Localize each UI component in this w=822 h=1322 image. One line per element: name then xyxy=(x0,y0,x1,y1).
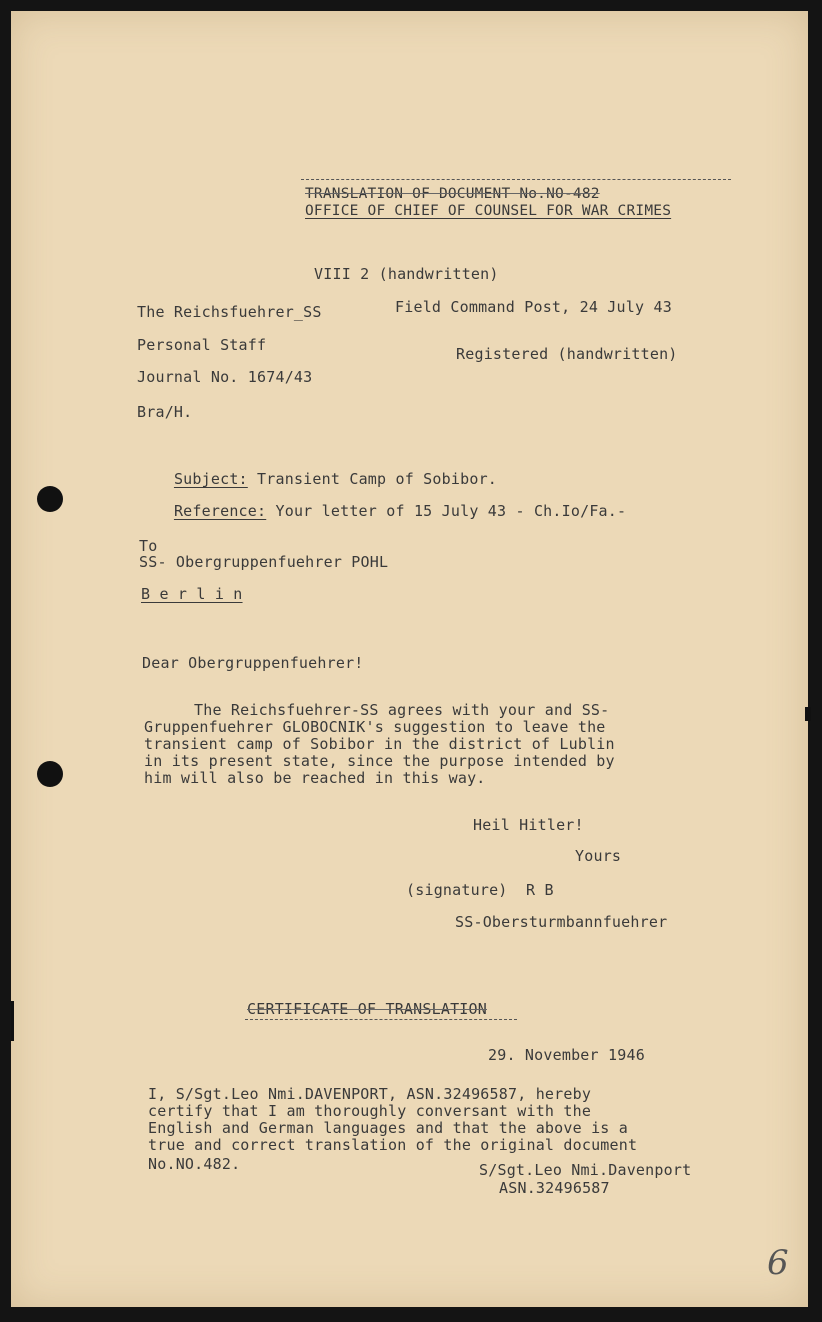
sender-line-1: The Reichsfuehrer_SS xyxy=(137,303,322,321)
recipient-name: SS- Obergruppenfuehrer POHL xyxy=(139,553,389,571)
header-dash-line xyxy=(301,179,731,180)
certificate-line-2: certify that I am thoroughly conversant with the xyxy=(148,1102,592,1120)
sender-line-4: Bra/H. xyxy=(137,403,193,421)
header-office: OFFICE OF CHIEF OF COUNSEL FOR WAR CRIMES xyxy=(305,203,672,219)
certificate-line-5: No.NO.482. xyxy=(148,1155,241,1173)
punch-hole-top xyxy=(37,486,63,512)
sender-line-3: Journal No. 1674/43 xyxy=(137,368,313,386)
signer-name: S/Sgt.Leo Nmi.Davenport xyxy=(479,1161,692,1179)
recipient-to: To xyxy=(139,537,158,555)
registered-note: Registered (handwritten) xyxy=(456,345,678,363)
recipient-city: B e r l i n xyxy=(141,585,243,603)
left-edge-mark xyxy=(11,1001,14,1041)
punch-hole-bottom xyxy=(37,761,63,787)
certificate-line-1: I, S/Sgt.Leo Nmi.DAVENPORT, ASN.32496587, hereby xyxy=(148,1085,592,1103)
certificate-line-4: true and correct translation of the original document xyxy=(148,1136,638,1154)
body-line-1: The Reichsfuehrer-SS agrees with your and SS- xyxy=(194,701,610,719)
body-line-2: Gruppenfuehrer GLOBOCNIK's suggestion to leave the xyxy=(144,718,606,736)
closing-yours: Yours xyxy=(575,847,622,865)
certificate-underline xyxy=(245,1019,517,1020)
signer-asn: ASN.32496587 xyxy=(499,1179,610,1197)
closing-rank: SS-Obersturmbannfuehrer xyxy=(455,913,668,931)
closing-signature: (signature) R B xyxy=(406,881,554,899)
sender-line-2: Personal Staff xyxy=(137,336,267,354)
body-line-3: transient camp of Sobibor in the district of Lublin xyxy=(144,735,615,753)
certificate-line-3: English and German languages and that the above is a xyxy=(148,1119,628,1137)
header-title: TRANSLATION OF DOCUMENT No.NO-482 xyxy=(305,186,600,202)
page-number: 6 xyxy=(767,1243,789,1283)
subject-label: Subject: xyxy=(173,470,248,488)
place-date: Field Command Post, 24 July 43 xyxy=(395,298,672,316)
salutation: Dear Obergruppenfuehrer! xyxy=(142,654,364,672)
certificate-title: CERTIFICATE OF TRANSLATION xyxy=(247,1000,487,1018)
body-line-4: in its present state, since the purpose intended by xyxy=(144,752,615,770)
reference-mark: VIII 2 (handwritten) xyxy=(314,265,499,283)
closing-greeting: Heil Hitler! xyxy=(473,816,584,834)
subject-text: Transient Camp of Sobibor. xyxy=(247,470,498,488)
reference-line xyxy=(137,484,626,538)
document-page xyxy=(11,11,808,1307)
certificate-date: 29. November 1946 xyxy=(488,1046,645,1064)
body-line-5: him will also be reached in this way. xyxy=(144,769,486,787)
reference-label: Reference: xyxy=(173,502,267,520)
right-edge-mark xyxy=(805,707,811,721)
reference-text: Your letter of 15 July 43 - Ch.Io/Fa.- xyxy=(266,502,627,520)
